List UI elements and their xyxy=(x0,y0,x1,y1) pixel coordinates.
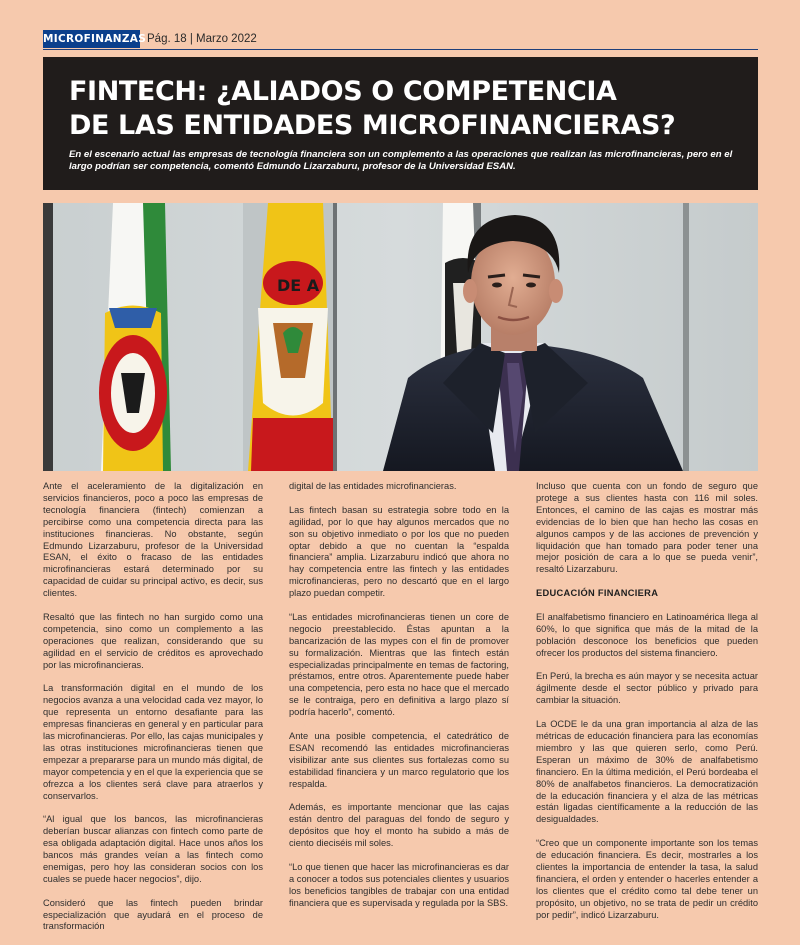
paragraph: Además, es importante mencionar que las cajas están dentro del paraguas del fondo de seguro y depósitos que hoy el monto ha subido a más de ciento dieciséis mil soles. xyxy=(289,802,509,849)
flag-band-text: DE A xyxy=(277,276,320,295)
page-number-date: Pág. 18 | Marzo 2022 xyxy=(147,33,257,45)
paragraph: Incluso que cuenta con un fondo de seguro que protege a sus clientes hasta con 116 mil soles. Entonces, el camino de las cajas es mostrar más evidencias de lo bien que han hecho las cosas en algunos campos y de las acciones de prevención y liquidación que han tomado para poder tener una mejor posición de cara a lo que se pueda venir”, resaltó Lizarzaburu. xyxy=(536,481,758,575)
paragraph: Las fintech basan su estrategia sobre todo en la agilidad, por lo que hay algunos mercados que no son su objetivo inmediato o por los que no pueden optar debido a que no cuentan la “espalda financiera” amplia. Lizarzaburu indicó que ahora no hay competencia entre las fintech y las entidades microfinancieras, pero no descartó que en el largo plazo puedan competir. xyxy=(289,504,509,599)
photo-illustration xyxy=(43,203,758,471)
paragraph: “Las entidades microfinancieras tienen un core de negocio preestablecido. Éstas apuntan a la bancarización de las mypes con el fin de promover su formalización. Mientras que las fintech están especializadas principalmente en temas de factoring, préstamos, entre otros. Aparentemente puede haber una competencia, pero esta no hace que el mercado se le contraiga, pero en definitiva a largo plazo sí podría hacerlo”, comentó. xyxy=(289,611,509,718)
paragraph: Consideró que las fintech pueden brindar especialización que ayudará en el proceso de transformación xyxy=(43,897,263,932)
section-heading: EDUCACIÓN FINANCIERA xyxy=(536,588,659,599)
paragraph: “Creo que un componente importante son los temas de educación financiera. Es decir, mostrarles a los clientes la importancia de entender la tasa, la salud financiera, el orden y entender o hacerles entender a los clientes que el crédito como tal debe tener un propósito, un objetivo, no se trata de pedir un crédito por pedir”, indicó Lizarzaburu. xyxy=(536,838,758,920)
header-divider xyxy=(43,49,758,50)
paragraph: En Perú, la brecha es aún mayor y se necesita actuar ágilmente desde el sector público y privado para cambiar la situación. xyxy=(536,671,758,706)
paragraph: Resaltó que las fintech no han surgido como una competencia, sino como un complemento a las operaciones que realizan, considerando que su agilidad en el servicio de créditos es aprovechado por las microfinancieras. xyxy=(43,611,263,670)
headline-line-2: DE LAS ENTIDADES MICROFINANCIERAS? xyxy=(69,110,676,141)
portrait-photo xyxy=(43,203,758,471)
left-frame xyxy=(43,203,53,471)
article-column-2 xyxy=(289,481,509,921)
article-subtitle: En el escenario actual las empresas de tecnología financiera son un complemento a las operaciones que realizan las microfinancieras, pero en el largo podrían ser competencia, comentó Edmundo Lizarzaburu, profesor de la Universidad ESAN. xyxy=(69,149,733,172)
article-headline xyxy=(69,75,739,143)
paragraph: La transformación digital en el mundo de los negocios avanza a una velocidad cada vez mayor, lo que representa un entorno desafiante para las empresas financieras en general y en particular para las microfinancieras. Por ello, las cajas municipales y las otras instituciones microfinancieras tienen que empezar a prepararse para un mundo más digital, de mayor competencia y en el que la experiencia que se ofrezca a los clientes será clave para atraerlos y conservarlos. xyxy=(43,683,263,801)
right-frame xyxy=(683,203,689,471)
paragraph: digital de las entidades microfinancieras. xyxy=(289,481,457,491)
panel-seam xyxy=(333,203,337,471)
page-header xyxy=(43,30,758,50)
paragraph: Ante el aceleramiento de la digitalización en servicios financieros, poco a poco las empresas de tecnología financiera (fintech) comienzan a percibirse como una competencia directa para las instituciones financieras. No obstante, según Edmundo Lizarzaburu, profesor de la Universidad ESAN, el éxito o fracaso de las entidades microfinancieras estará determinado por su capacidad de cuidar su principal activo, es decir, sus clientes. xyxy=(43,481,263,599)
paragraph: Ante una posible competencia, el catedrático de ESAN recomendó las entidades microfinancieras visibilizar ante sus clientes sus fortalezas como su estabilidad financiera y un marco regulatorio que los respalda. xyxy=(289,730,509,789)
paragraph: La OCDE le da una gran importancia al alza de las métricas de educación financiera para las economías miembro y las que quieren serlo, como Perú. Esperan un máximo de 30% de analfabetismo financiero. En la última medición, el Perú bordeaba el 80% de analfabetos financieros. La democratización de la educación financiera y el alza de las métricas están ligadas científicamente a la reducción de las desigualdades. xyxy=(536,719,758,825)
headline-line-1: FINTECH: ¿ALIADOS O COMPETENCIA xyxy=(69,76,617,107)
paragraph: “Al igual que los bancos, las microfinancieras deberían buscar alianzas con fintech como parte de esa obligada adaptación digital. Hace unos años los bancos más grandes veían a las fintech como enemigas, pero hoy las consideran socios con los cuales se puede hacer negocios”, dijo. xyxy=(43,814,263,884)
article-column-3 xyxy=(536,481,758,933)
paragraph: El analfabetismo financiero en Latinoamérica llega al 60%, lo que significa que más de la mitad de la población desconoce los beneficios que pueden ofrecer los productos del sistema financiero. xyxy=(536,611,758,658)
article-column-1 xyxy=(43,481,263,945)
title-box xyxy=(43,57,758,190)
paragraph: “Lo que tienen que hacer las microfinancieras es dar a conocer a todos sus potenciales clientes y usuarios los beneficios tangibles de trabajar con una entidad financiera que es supervisada y regulada por la SBS. xyxy=(289,861,509,908)
magazine-brand: MICROFINANZAS xyxy=(43,30,140,48)
